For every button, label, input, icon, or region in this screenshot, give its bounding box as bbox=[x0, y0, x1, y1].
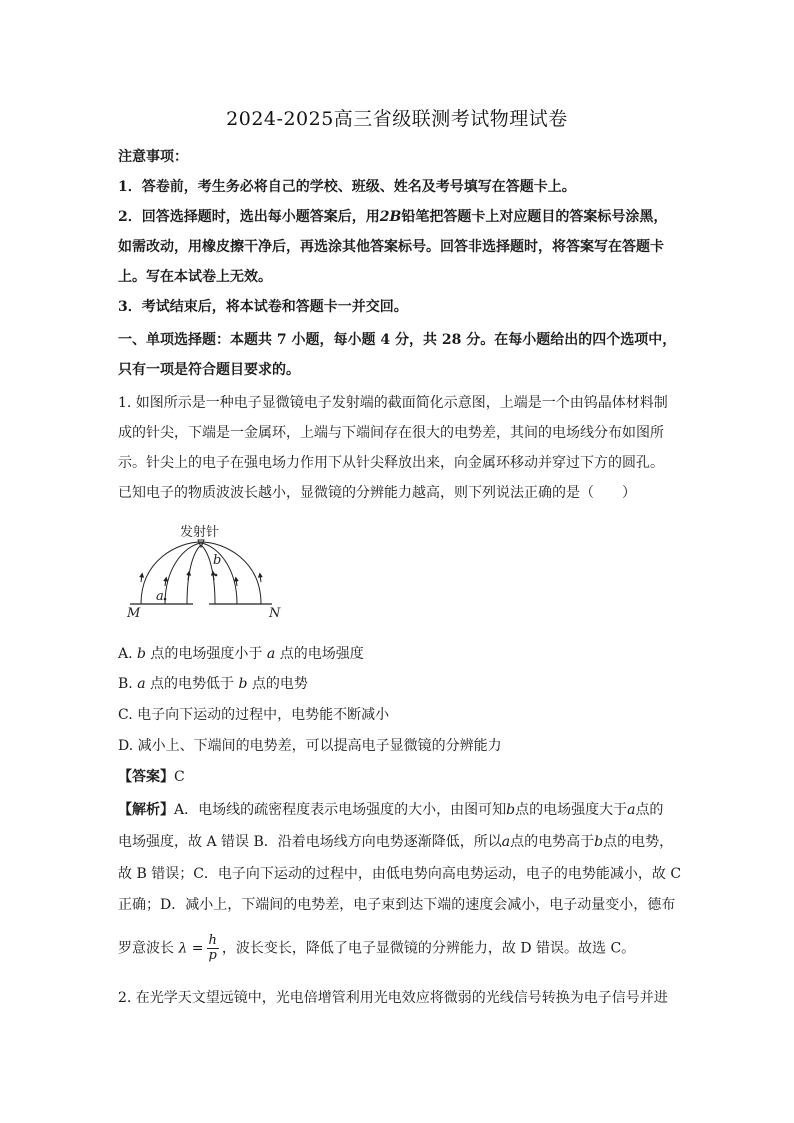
analysis-text: A．电场线的疏密程度表示电场强度的大小，由图可知 bbox=[174, 802, 507, 818]
q1-answer bbox=[118, 767, 678, 787]
notice-item-1: 1．答卷前，考生务必将自己的学校、班级、姓名及考号填写在答题卡上。 bbox=[118, 179, 576, 195]
fraction-denominator: p bbox=[208, 948, 217, 963]
option-a-letter: A. bbox=[118, 646, 138, 662]
option-a-post: 点的电场强度 bbox=[275, 646, 364, 662]
q1-option-b bbox=[118, 674, 678, 694]
label-n: N bbox=[269, 606, 281, 620]
analysis-var: a bbox=[501, 834, 511, 850]
field-line-outer-left bbox=[141, 542, 201, 604]
notice-item-2-text: 2．回答选择题时，选出每小题答案后，用 bbox=[118, 209, 380, 225]
de-broglie-fraction bbox=[207, 934, 219, 963]
q1-stem-line2: 成的针尖，下端是一金属环，上端与下端间存在很大的电势差，其间的电场线分布如图所 bbox=[118, 425, 664, 441]
q1-option-c: C. 电子向下运动的过程中，电势能不断减小 bbox=[118, 707, 390, 723]
notice-heading: 注意事项： bbox=[118, 149, 188, 165]
fraction-numerator: h bbox=[208, 933, 217, 948]
q1-option-d: D. 减小上、下端间的电势差，可以提高电子显微镜的分辨能力 bbox=[118, 738, 502, 754]
q1-analysis-line2 bbox=[118, 832, 678, 852]
option-a-a: a bbox=[266, 646, 276, 662]
analysis-text: ，波长变长，降低了电子显微镜的分辨能力，故 D 错误。故选 C。 bbox=[221, 940, 636, 957]
notice-item-2-text-b: 铅笔把答题卡上对应题目的答案标号涂黑， bbox=[401, 209, 668, 225]
needle-label: 发射针 bbox=[180, 525, 220, 540]
option-b-mid: 点的电势低于 bbox=[145, 676, 239, 692]
q1-stem-line1: 1. 如图所示是一种电子显微镜电子发射端的截面简化示意图，上端是一个由钨晶体材料制 bbox=[118, 395, 668, 411]
arrow-outer-right bbox=[260, 575, 261, 582]
option-b-a: a bbox=[137, 676, 146, 692]
analysis-text: 点的电场强度大于 bbox=[515, 802, 628, 818]
q1-analysis-line1 bbox=[118, 800, 678, 820]
option-b-b: b bbox=[238, 676, 248, 692]
section1-heading-line1: 一、单项选择题：本题共 7 小题，每小题 4 分，共 28 分。在每小题给出的四个选项中， bbox=[118, 332, 677, 348]
notice-item-2-line2: 如需改动，用橡皮擦干净后，再选涂其他答案标号。回答非选择题时，将答案写在答题卡 bbox=[118, 239, 664, 255]
field-line-outer-right bbox=[201, 542, 261, 604]
arrow-outer-left bbox=[141, 575, 142, 582]
analysis-text: 罗意波长 bbox=[118, 940, 174, 957]
point-b bbox=[215, 574, 218, 577]
q1-stem-line4: 已知电子的物质波波长越小，显微镜的分辨能力越高，则下列说法正确的是（ ） bbox=[118, 485, 636, 501]
lambda-symbol: λ = bbox=[178, 940, 204, 957]
q1-analysis-line4: 正确；D．减小上，下端间的电势差，电子束到达下端的速度会减小，电子动量变小，德布 bbox=[118, 897, 676, 913]
q1-analysis-line3: 故 B 错误；C．电子向下运动的过程中，由低电势向高电势运动，电子的电势能减小，故 C bbox=[118, 866, 682, 882]
label-a: a bbox=[156, 589, 164, 604]
analysis-text: 点的 bbox=[635, 802, 664, 818]
point-a bbox=[164, 598, 167, 601]
option-a-mid: 点的电场强度小于 bbox=[145, 646, 267, 662]
electric-field-figure bbox=[118, 520, 298, 620]
notice-item-2 bbox=[118, 207, 678, 227]
q1-option-a bbox=[118, 644, 678, 664]
option-a-b: b bbox=[137, 646, 146, 662]
analysis-var: b bbox=[506, 802, 516, 818]
label-m: M bbox=[127, 606, 141, 620]
exam-title: 2024-2025高三省级联测考试物理试卷 bbox=[226, 108, 568, 130]
analysis-text: 电场强度，故 A 错误 B．沿着电场线方向电势逐渐降低，所以 bbox=[118, 834, 502, 850]
q1-analysis-line5 bbox=[118, 934, 678, 963]
section1-heading-line2: 只有一项是符合题目要求的。 bbox=[118, 362, 300, 378]
analysis-text: 点的电势， bbox=[603, 834, 674, 850]
q2-stem-line1: 2. 在光学天文望远镜中，光电倍增管利用光电效应将微弱的光线信号转换为电子信号并进 bbox=[118, 990, 668, 1006]
answer-tag: 【答案】 bbox=[118, 769, 174, 785]
arrow-mid-left bbox=[165, 579, 166, 586]
analysis-var: a bbox=[627, 802, 636, 818]
analysis-text: 点的电势高于 bbox=[510, 834, 595, 850]
option-b-letter: B. bbox=[118, 676, 138, 692]
q1-stem-line3: 示。针尖上的电子在强电场力作用下从针尖释放出来，向金属环移动并穿过下方的圆孔。 bbox=[118, 455, 664, 471]
analysis-tag: 【解析】 bbox=[118, 802, 174, 818]
pencil-grade: 2B bbox=[379, 209, 402, 225]
option-b-post: 点的电势 bbox=[247, 676, 308, 692]
analysis-var: b bbox=[594, 834, 604, 850]
notice-item-3: 3．考试结束后，将本试卷和答题卡一并交回。 bbox=[118, 299, 408, 315]
label-b: b bbox=[213, 553, 222, 568]
answer-value: C bbox=[174, 769, 185, 785]
notice-item-2-line3: 上。写在本试卷上无效。 bbox=[118, 269, 272, 285]
arrow-mid-right bbox=[236, 579, 237, 586]
